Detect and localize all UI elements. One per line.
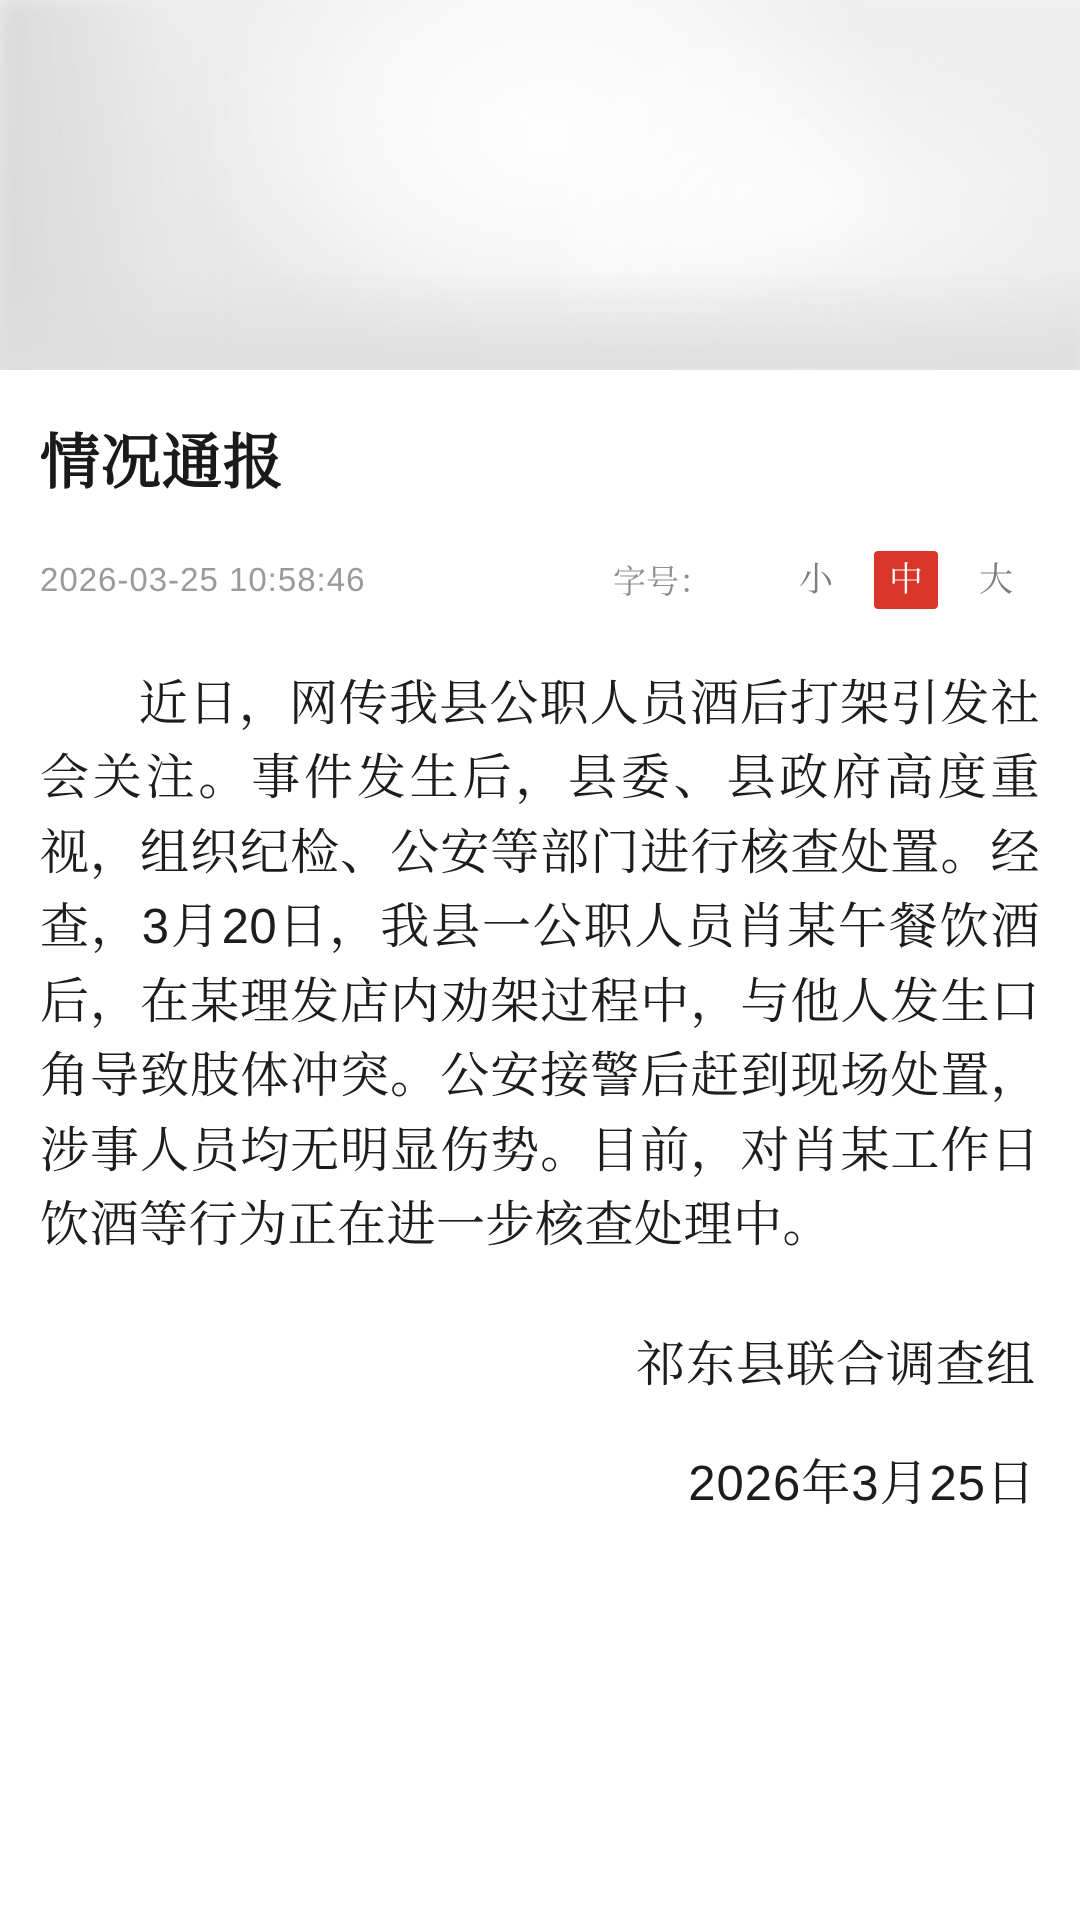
- signature-block: [40, 1329, 1040, 1522]
- font-size-label: 字号：: [613, 563, 712, 601]
- paragraph-text: 近日，网传我县公职人员酒后打架引发社会关注。事件发生后，县委、县政府高度重视，组织纪检、公安等部门进行核查处置。经查，3月20日，我县一公职人员肖某午餐饮酒后，在某理发店内劝架过程中，与他人发生口角导致肢体冲突。公安接警后赶到现场处置，涉事人员均无明显伤势。目前，对肖某工作日饮酒等行为正在进一步核查处理中。: [40, 676, 1040, 1253]
- article-meta-row: [40, 551, 1040, 609]
- font-size-medium-button[interactable]: 中: [874, 551, 938, 609]
- page-title: 情况通报: [40, 429, 284, 496]
- publish-timestamp: 2026-03-25 10:58:46: [40, 560, 366, 598]
- banner-bottom-shade: [0, 274, 1080, 370]
- header-banner-image: [0, 0, 1080, 370]
- font-size-small-button[interactable]: 小: [799, 560, 833, 599]
- signature-date: 2026年3月25日: [688, 1457, 1036, 1512]
- font-size-large-button[interactable]: 大: [979, 560, 1013, 599]
- signature-organization: 祁东县联合调查组: [635, 1337, 1036, 1392]
- font-size-control[interactable]: [613, 551, 1028, 609]
- article-body: [0, 370, 1080, 1920]
- article-paragraph: [40, 667, 1040, 1263]
